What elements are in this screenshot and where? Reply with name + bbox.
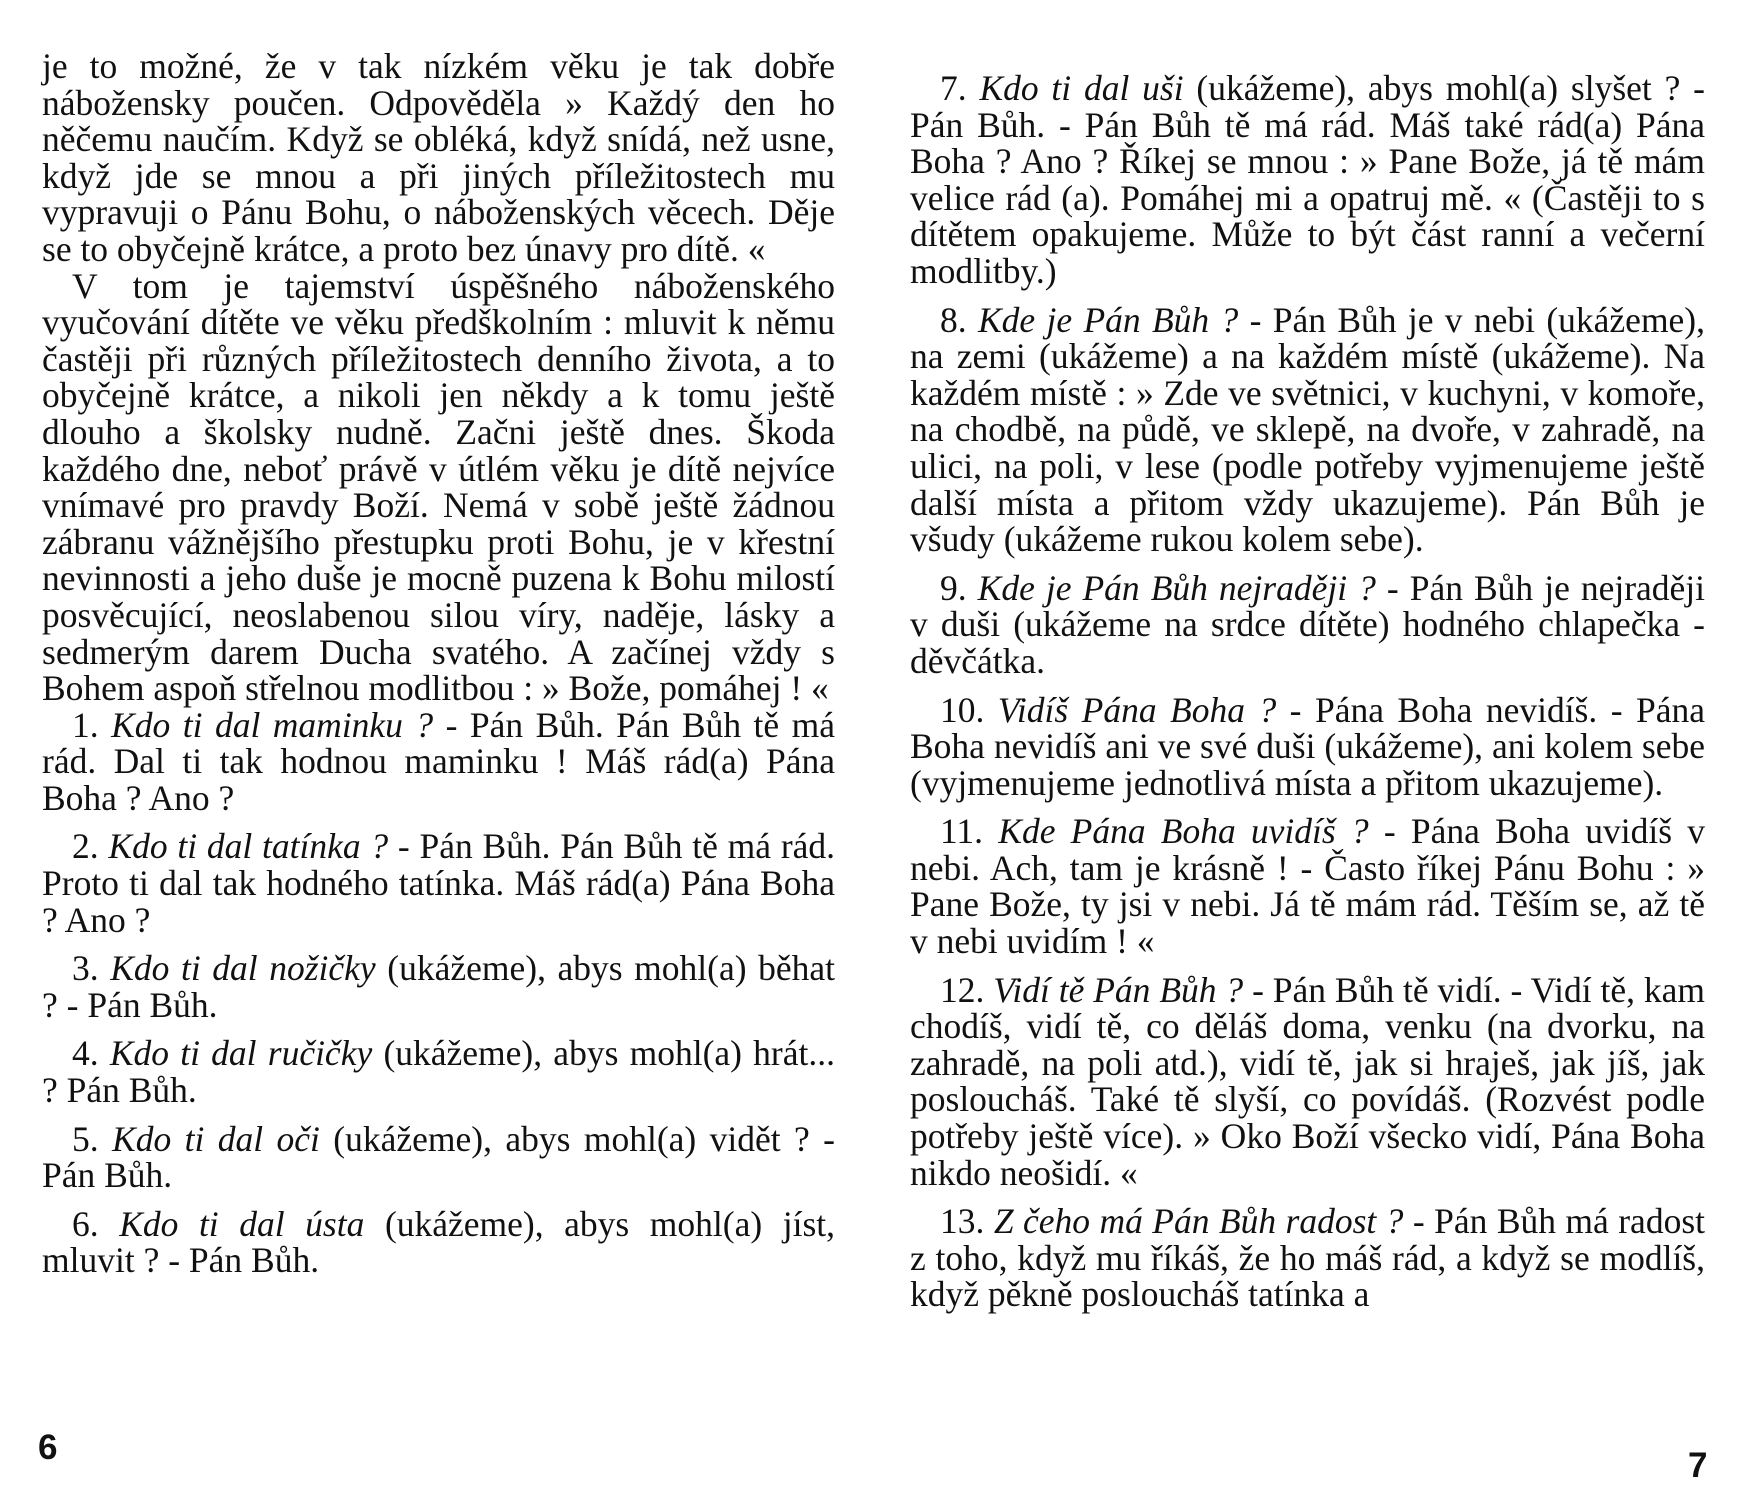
question-item-10 (910, 689, 1706, 803)
answer-text: - Pán Bůh je nejraději v duši (ukážeme na srdce dítěte) hodného chlapečka - děvčátka. (910, 567, 1706, 681)
answer-text: - Pán Bůh tě vidí. - Vidí tě, kam chodíš, vidí tě, co děláš doma, venku (na dvorku, na zahradě, na poli atd.), vidí tě, jak si hraješ, jak jíš, jak posloucháš. Také tě slyší, co povídáš. (Rozvést podle potřeby ještě více). » Oko Boží všecko vidí, Pána Boha nikdo neošidí. « (910, 969, 1706, 1193)
answer-text: (ukážeme), abys mohl(a) hrát... ? Pán Bůh. (42, 1033, 835, 1111)
question-item-8 (910, 299, 1706, 560)
question-text: Vidí tě Pán Bůh ? (993, 969, 1244, 1010)
question-number: 1. (72, 704, 99, 745)
page-number-right: 7 (1688, 1446, 1708, 1485)
question-number: 7. (940, 68, 967, 108)
question-item-6 (42, 1203, 836, 1281)
question-item-9 (910, 567, 1706, 681)
answer-text: - Pán Bůh je v nebi (ukážeme), na zemi (ukážeme) a na každém místě (ukážeme). Na každém místě : » Zde ve světnici, v kuchyni, v komoře, na chodbě, na půdě, ve sklepě, na dvoře, v zahradě, na ulici, na poli, v lese (podle potřeby vyjmenujeme ještě další místa a přitom vždy ukazujeme). Pán Bůh je všudy (ukážeme rukou kolem sebe). (910, 299, 1706, 560)
question-number: 4. (72, 1033, 99, 1074)
answer-text: - Pána Boha uvidíš v nebi. Ach, tam je krásně ! - Často říkej Pánu Bohu : » Pane Bože, ty jsi v nebi. Já tě mám rád. Těším se, až tě v nebi uvidím ! « (910, 811, 1706, 962)
answer-text: (ukážeme), abys mohl(a) běhat ? - Pán Bůh. (42, 948, 836, 1025)
question-item-2 (42, 828, 835, 938)
question-text: Kdo ti dal nožičky (110, 948, 376, 989)
question-item-1 (42, 704, 836, 818)
question-text: Kdo ti dal maminku ? (111, 704, 434, 745)
question-number: 5. (72, 1118, 99, 1159)
question-item-5 (42, 1118, 835, 1196)
page-number-left: 6 (38, 1428, 58, 1467)
question-text: Vidíš Pána Boha ? (997, 689, 1277, 730)
advice-paragraph: V tom je tajemství úspěšného náboženského vyučování dítěte ve věku předškolním : mluvit k němu častěji při různých příležitostech denního života, a to obyčejně krátce, a nikoli jen někdy a k tomu ještě dlouho a školsky nudně. Začni ještě dnes. Škoda každého dne, neboť právě v útlém věku je dítě nejvíce vnímavé pro pravdy Boží. Nemá v sobě ještě žádnou zábranu vážnějšího přestupku proti Bohu, je v křestní nevinnosti a jeho duše je mocně puzena k Bohu milostí posvěcující, neoslabenou silou víry, naděje, lásky a sedmerým darem Ducha svatého. A začínej vždy s Bohem aspoň střelnou modlitbou : » Bože, pomáhej ! « (42, 265, 835, 709)
answer-text: - Pán Bůh. Pán Bůh tě má rád. Proto ti dal tak hodného tatínka. Máš rád(a) Pána Boha ? Ano ? (42, 826, 836, 940)
question-text: Z čeho má Pán Bůh radost ? (993, 1201, 1404, 1242)
answer-text: (ukážeme), abys mohl(a) slyšet ? - Pán Bůh. - Pán Bůh tě má rád. Máš také rád(a) Pána Boha ? Ano ? Říkej se mnou : » Pane Bože, já tě mám velice rád (a). Pomáhej mi a opatruj mě. « (Častěji to s dítětem opakujeme. Může to být část ranní a večerní modlitby.) (910, 68, 1705, 291)
question-number: 9. (940, 567, 967, 608)
question-number: 8. (940, 299, 967, 340)
question-number: 3. (72, 948, 99, 989)
question-number: 2. (72, 826, 99, 867)
question-text: Kdo ti dal ručičky (109, 1033, 373, 1074)
question-number: 6. (72, 1203, 99, 1244)
question-text: Kdo ti dal uši (979, 68, 1184, 108)
intro-paragraph: je to možné, že v tak nízkém věku je tak dobře nábožensky poučen. Odpověděla » Každý den ho něčemu naučím. Když se obléká, když snídá, než usne, když jde se mnou a při jiných příležitostech mu vypravuji o Pánu Bohu, o náboženských věcech. Děje se to obyčejně krátce, a proto bez únavy pro dítě. « (42, 46, 835, 269)
question-item-13 (910, 1203, 1705, 1313)
left-page (42, 48, 835, 1279)
question-text: Kde je Pán Bůh ? (977, 299, 1239, 340)
question-number: 13. (940, 1201, 985, 1242)
question-text: Kdo ti dal tatínka ? (108, 826, 389, 867)
answer-text: - Pán Bůh. Pán Bůh tě má rád. Dal ti tak hodnou maminku ! Máš rád(a) Pána Boha ? Ano ? (42, 704, 836, 818)
question-item-7 (910, 70, 1705, 290)
question-text: Kde je Pán Bůh nejraději ? (977, 567, 1376, 608)
question-item-4 (42, 1033, 835, 1111)
question-number: 11. (940, 811, 984, 852)
question-text: Kdo ti dal oči (112, 1118, 320, 1159)
question-text: Kdo ti dal ústa (119, 1203, 365, 1244)
question-item-11 (910, 811, 1706, 962)
right-page (910, 70, 1705, 1313)
question-text: Kde Pána Boha uvidíš ? (998, 811, 1369, 852)
answer-text: - Pán Bůh má radost z toho, když mu říkáš, že ho máš rád, a když se modlíš, když pěkně posloucháš tatínka a (910, 1201, 1705, 1315)
answer-text: (ukážeme), abys mohl(a) vidět ? - Pán Bůh. (42, 1118, 835, 1196)
question-item-3 (42, 950, 835, 1023)
question-number: 12. (940, 969, 985, 1010)
question-number: 10. (940, 689, 985, 730)
answer-text: - Pána Boha nevidíš. - Pána Boha nevidíš ani ve své duši (ukážeme), ani kolem sebe (vyjmenujeme jednotlivá místa a přitom ukazujeme). (910, 689, 1706, 803)
question-item-12 (910, 969, 1706, 1193)
answer-text: (ukážeme), abys mohl(a) jíst, mluvit ? - Pán Bůh. (42, 1203, 836, 1281)
